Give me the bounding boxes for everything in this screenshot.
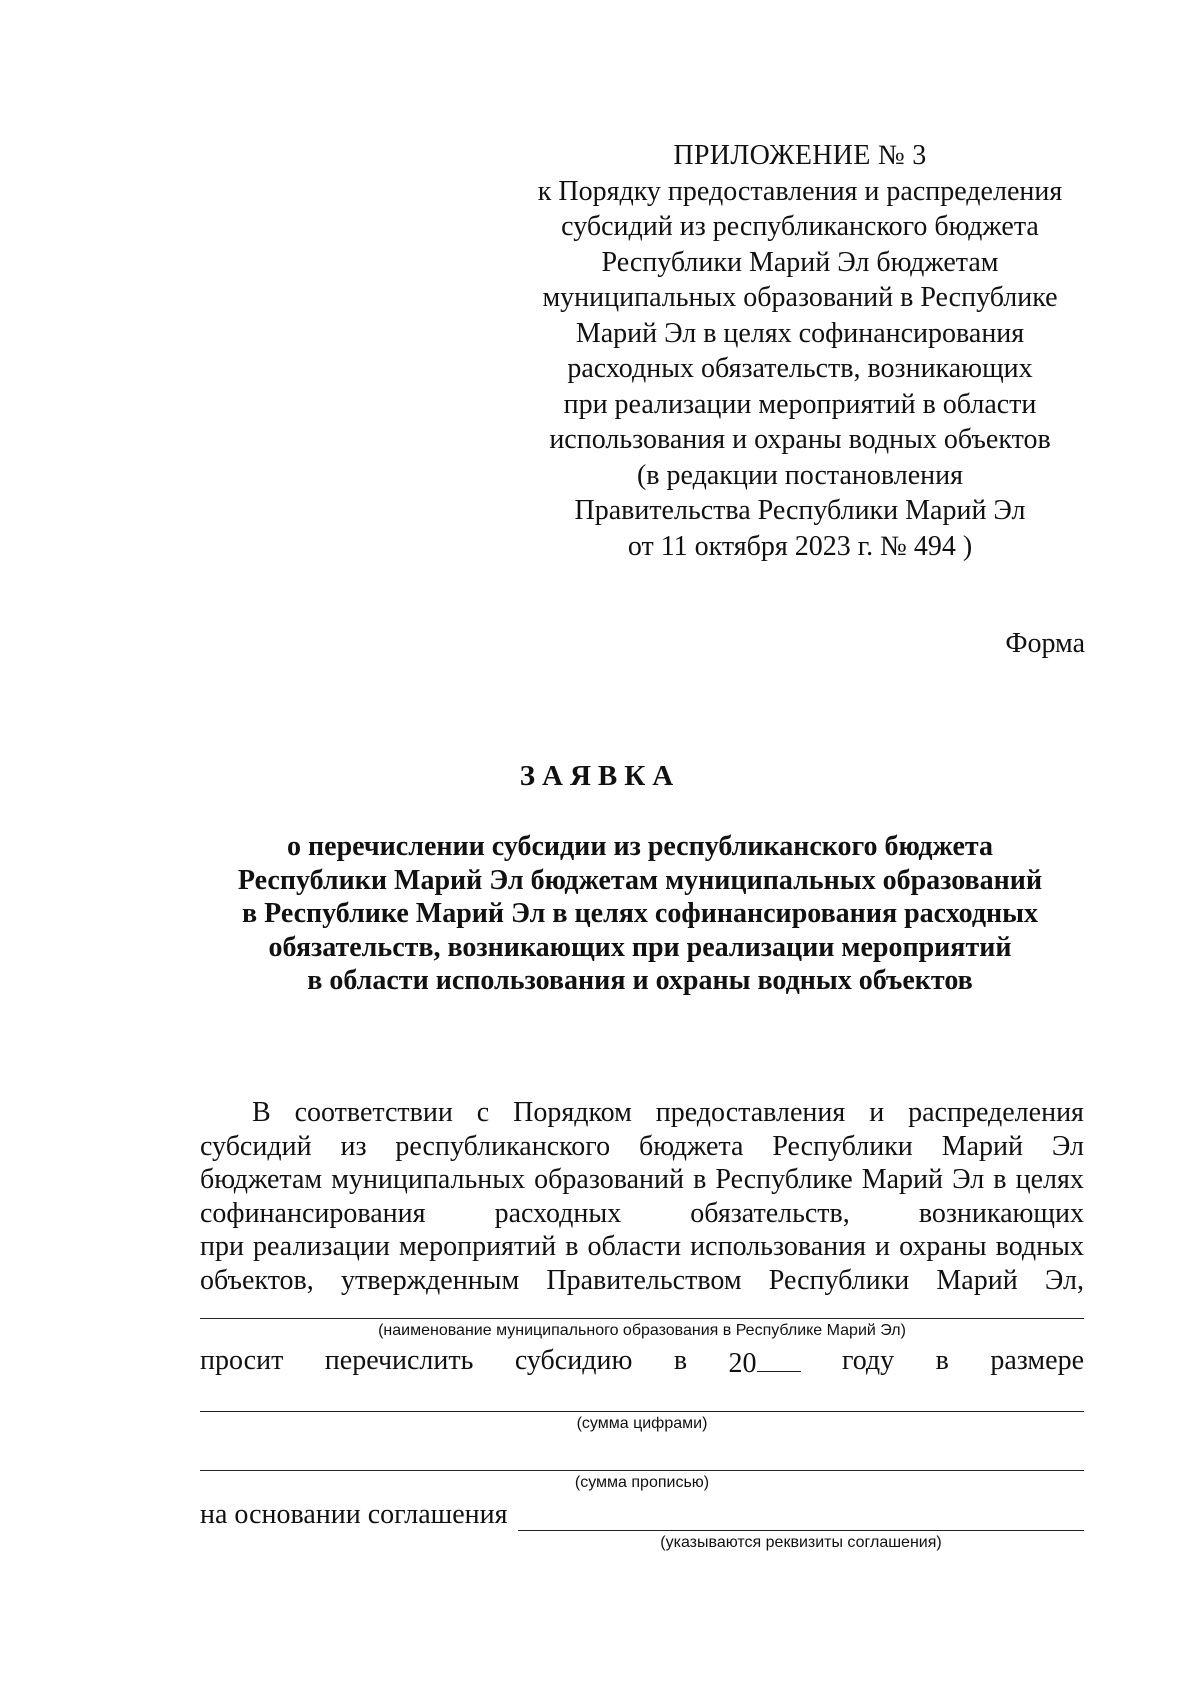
- body-word: образований: [534, 1164, 684, 1195]
- municipality-name-blank[interactable]: [200, 1318, 1084, 1319]
- body-word: Республики: [768, 1264, 910, 1296]
- body-word: софинансирования: [200, 1197, 426, 1229]
- agreement-caption: (указываются реквизиты соглашения): [660, 1534, 942, 1551]
- body-line: [200, 1096, 1084, 1130]
- body-word: Марий: [936, 1264, 1018, 1296]
- appendix-line: при реализации мероприятий в области: [563, 388, 1037, 420]
- body-word: утвержденным: [340, 1264, 520, 1296]
- body-word: водных: [995, 1231, 1084, 1262]
- year-field: [729, 1345, 801, 1380]
- body-word: с: [476, 1097, 490, 1128]
- body-word: и: [875, 1231, 891, 1262]
- body-word: предоставления: [655, 1097, 846, 1128]
- appendix-line: (в редакции постановления: [636, 459, 964, 491]
- date-day: 11: [660, 530, 688, 562]
- appendix-line: расходных обязательств, возникающих: [567, 353, 1033, 384]
- body-word: В: [252, 1097, 271, 1128]
- body-word: объектов,: [200, 1264, 314, 1296]
- appendix-date-line: [520, 529, 1080, 565]
- request-word: году: [841, 1345, 895, 1376]
- request-word: размере: [990, 1345, 1084, 1376]
- date-prefix: от: [627, 530, 654, 562]
- body-word: Порядком: [513, 1097, 632, 1128]
- body-word: области: [587, 1231, 682, 1262]
- body-word: соответствии: [294, 1097, 453, 1128]
- request-word: просит: [200, 1345, 284, 1376]
- body-word: Эл,: [1044, 1264, 1084, 1296]
- appendix-line: Марий Эл в целях софинансирования: [575, 317, 1025, 349]
- form-label: Форма: [1005, 628, 1085, 659]
- request-word: перечислить: [324, 1345, 474, 1376]
- body-paragraph: [200, 1096, 1084, 1297]
- agreement-label: на основании соглашения: [200, 1499, 508, 1530]
- sum-words-caption: (сумма прописью): [574, 1474, 710, 1491]
- appendix-block: [520, 138, 1080, 564]
- body-word: Марий: [861, 1164, 944, 1195]
- body-word: обязательств,: [690, 1197, 850, 1229]
- date-close: ): [962, 530, 973, 562]
- body-word: распределения: [908, 1097, 1084, 1128]
- agreement-details-blank[interactable]: [518, 1530, 1084, 1531]
- sum-words-blank[interactable]: [200, 1470, 1084, 1471]
- body-word: и: [869, 1097, 885, 1128]
- date-month-year: октября 2023 г. №: [694, 530, 907, 562]
- body-word: Эл: [1051, 1130, 1084, 1162]
- body-word: бюджета: [639, 1130, 744, 1162]
- body-word: бюджетам: [200, 1164, 323, 1195]
- body-word: реализации: [253, 1231, 390, 1262]
- body-line: [200, 1197, 1084, 1231]
- body-word: в: [993, 1164, 1007, 1195]
- appendix-line: субсидий из республиканского бюджета: [561, 211, 1039, 242]
- body-word: использования: [690, 1231, 866, 1262]
- sum-digits-caption: (сумма цифрами): [576, 1415, 708, 1432]
- request-line: [200, 1345, 1084, 1380]
- year-prefix: 20: [728, 1348, 757, 1379]
- appendix-line: использования и охраны водных объектов: [549, 424, 1051, 455]
- body-word: Республики: [772, 1130, 913, 1162]
- body-word: из: [340, 1130, 367, 1162]
- subject-line: в Республике Марий Эл в целях софинансирования расходных: [241, 898, 1039, 929]
- appendix-title: ПРИЛОЖЕНИЕ № 3: [673, 140, 927, 171]
- body-word: мероприятий: [398, 1231, 557, 1262]
- subject-line: о перечислении субсидии из республиканского бюджета: [287, 831, 993, 862]
- body-word: Эл: [952, 1164, 985, 1195]
- body-line: [200, 1264, 1084, 1298]
- body-word: целях: [1015, 1164, 1084, 1195]
- body-word: Правительством: [546, 1264, 742, 1296]
- municipality-caption: (наименование муниципального образования в Республике Марий Эл): [378, 1322, 906, 1339]
- body-word: возникающих: [918, 1197, 1084, 1229]
- request-word: в: [935, 1345, 949, 1376]
- body-word: республиканского: [395, 1130, 611, 1162]
- decree-number: 494: [913, 530, 956, 562]
- request-word: субсидию: [514, 1345, 633, 1376]
- body-word: муниципальных: [331, 1164, 526, 1195]
- document-subject: [200, 830, 1080, 998]
- body-word: в: [565, 1231, 579, 1262]
- body-word: в: [693, 1164, 707, 1195]
- year-blank[interactable]: [757, 1345, 801, 1372]
- body-word: расходных: [494, 1197, 622, 1229]
- body-line: [200, 1230, 1084, 1264]
- subject-line: обязательств, возникающих при реализации мероприятий: [268, 931, 1012, 963]
- body-line: [200, 1163, 1084, 1197]
- appendix-line: муниципальных образований в Республике: [542, 282, 1058, 313]
- appendix-line: Правительства Республики Марий Эл: [574, 495, 1026, 526]
- document-title: ЗАЯВКА: [519, 760, 681, 792]
- subject-line: в области использования и охраны водных объектов: [307, 965, 973, 996]
- appendix-line: Республики Марий Эл бюджетам: [601, 246, 999, 278]
- request-word: в: [673, 1345, 688, 1376]
- body-word: Марий: [941, 1130, 1023, 1162]
- appendix-line: к Порядку предоставления и распределения: [537, 175, 1063, 207]
- body-line: [200, 1130, 1084, 1164]
- body-word: субсидий: [200, 1130, 312, 1162]
- body-word: охраны: [899, 1231, 987, 1262]
- body-word: при: [200, 1231, 244, 1262]
- sum-digits-blank[interactable]: [200, 1411, 1084, 1412]
- body-word: Республике: [715, 1164, 853, 1195]
- subject-line: Республики Марий Эл бюджетам муниципальных образований: [237, 864, 1043, 896]
